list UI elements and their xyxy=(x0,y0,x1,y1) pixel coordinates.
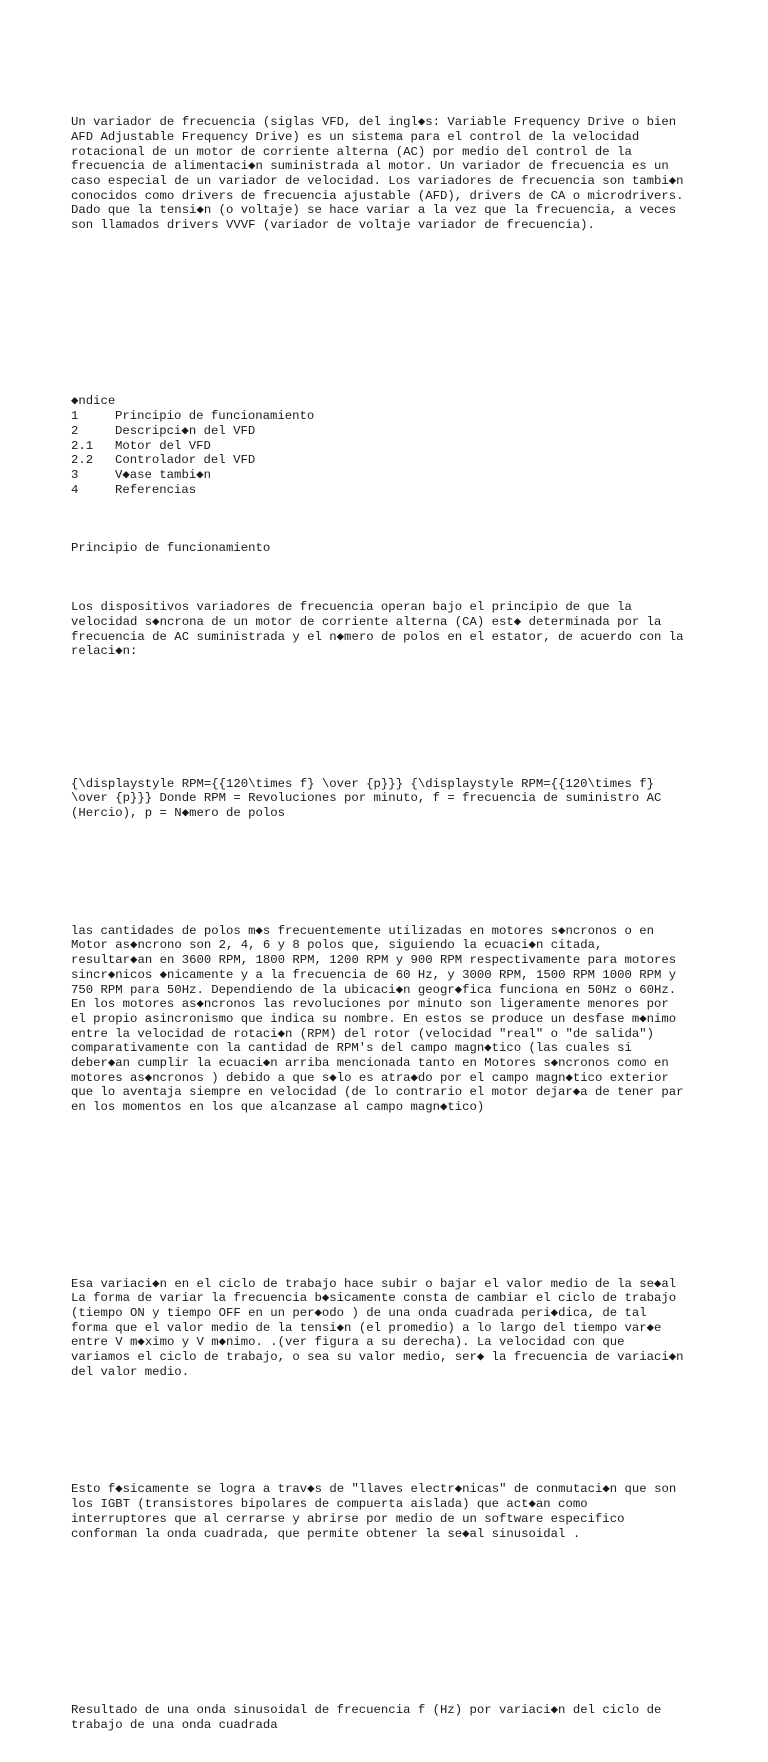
text-line: relaci◆n: xyxy=(71,644,138,659)
text-line: frecuencia de AC suministrada y el n◆mero de polos en el estator, de acuerdo con la xyxy=(71,629,684,644)
toc-item-label[interactable]: V◆ase tambi◆n xyxy=(115,467,211,482)
toc-item-number: 2 xyxy=(71,423,79,438)
text-line: caso especial de un variador de velocidad. Los variadores de frecuencia son tambi◆n xyxy=(71,173,684,188)
text-line: resultar◆an en 3600 RPM, 1800 RPM, 1200 RPM y 900 RPM respectivamente para motores xyxy=(71,953,677,968)
result-caption xyxy=(71,1703,711,1732)
toc-item-number: 1 xyxy=(71,409,79,424)
toc-item-label[interactable]: Descripci◆n del VFD xyxy=(115,423,256,438)
text-line: Esto f◆sicamente se logra a trav◆s de "llaves electr◆nicas" de conmutaci◆n que son xyxy=(71,1482,677,1497)
toc-item-label[interactable]: Motor del VFD xyxy=(115,438,211,453)
toc-item-number: 3 xyxy=(71,467,79,482)
text-line: rotacional de un motor de corriente alterna (AC) por medio del control de la xyxy=(71,144,632,159)
formula-paragraph xyxy=(71,777,711,821)
text-line: entre V m◆ximo y V m◆nimo. .(ver figura a su derecha). La velocidad con que xyxy=(71,1335,625,1350)
text-line: que lo aventaja siempre en velocidad (de lo contrario el motor dejar◆a de tener par xyxy=(71,1085,684,1100)
toc-item-label[interactable]: Controlador del VFD xyxy=(115,453,256,468)
toc-item-number: 2.2 xyxy=(71,453,94,468)
toc-item[interactable] xyxy=(71,409,711,424)
text-line: frecuencia de alimentaci◆n suministrada al motor. Un variador de frecuencia es un xyxy=(71,159,669,174)
text-line: interruptores que al cerrarse y abrirse por medio de un software especifico xyxy=(71,1511,625,1526)
toc-item-label[interactable]: Referencias xyxy=(115,482,197,497)
text-line: (tiempo ON y tiempo OFF en un per◆odo ) de una onda cuadrada peri◆dica, de tal xyxy=(71,1305,647,1320)
toc-item-label[interactable]: Principio de funcionamiento xyxy=(115,409,315,424)
text-line: conforman la onda cuadrada, que permite obtener la se◆al sinusoidal . xyxy=(71,1526,581,1541)
text-line: velocidad s◆ncrona de un motor de corriente alterna (CA) est◆ determinada por la xyxy=(71,614,662,629)
toc-item[interactable] xyxy=(71,483,711,498)
text-line: Esa variaci◆n en el ciclo de trabajo hace subir o bajar el valor medio de la se◆al xyxy=(71,1276,677,1291)
text-line: En los motores as◆ncronos las revoluciones por minuto son ligeramente menores por xyxy=(71,997,669,1012)
text-line: (Hercio), p = N◆mero de polos xyxy=(71,806,286,821)
text-line: AFD Adjustable Frequency Drive) es un sistema para el control de la velocidad xyxy=(71,129,640,144)
text-line: variamos el ciclo de trabajo, o sea su valor medio, ser◆ la frecuencia de variaci◆n xyxy=(71,1350,684,1365)
text-line: los IGBT (transistores bipolares de compuerta aislada) que act◆an como xyxy=(71,1497,588,1512)
toc-title: ◆ndice xyxy=(71,394,116,409)
toc-item[interactable] xyxy=(71,424,711,439)
text-line: el propio asincronismo que indica su nombre. En estos se produce un desfase m◆nimo xyxy=(71,1011,677,1026)
toc-item[interactable] xyxy=(71,453,711,468)
section-heading: Principio de funcionamiento xyxy=(71,541,271,556)
text-line: en los momentos en los que alcanzase al campo magn◆tico) xyxy=(71,1100,485,1115)
poles-paragraph xyxy=(71,924,711,1115)
principle-paragraph xyxy=(71,600,711,659)
text-line: Los dispositivos variadores de frecuencia operan bajo el principio de que la xyxy=(71,600,632,615)
intro-paragraph xyxy=(71,115,711,233)
igbt-paragraph xyxy=(71,1482,711,1541)
text-line: 750 RPM para 50Hz. Dependiendo de la ubicaci◆n geogr◆fica funciona en 50Hz o 60Hz. xyxy=(71,982,677,997)
document-page xyxy=(71,71,711,1762)
toc-item-number: 4 xyxy=(71,482,79,497)
text-line: trabajo de una onda cuadrada xyxy=(71,1717,278,1732)
text-line: {\displaystyle RPM={{120\times f} \over {p}}} {\displaystyle RPM={{120\times f} xyxy=(71,776,654,791)
text-line: \over {p}}} Donde RPM = Revoluciones por minuto, f = frecuencia de suministro AC xyxy=(71,791,662,806)
text-line: forma que el valor medio de la tensi◆n (el promedio) a lo largo del tiempo var◆e xyxy=(71,1320,662,1335)
text-line: las cantidades de polos m◆s frecuentemente utilizadas en motores s◆ncronos o en xyxy=(71,923,655,938)
text-line: deber◆an cumplir la ecuaci◆n arriba mencionada tanto en Motores s◆ncronos como en xyxy=(71,1056,669,1071)
text-line: Motor as◆ncrono son 2, 4, 6 y 8 polos que, siguiendo la ecuaci◆n citada, xyxy=(71,938,603,953)
duty-cycle-paragraph xyxy=(71,1277,711,1380)
text-line: La forma de variar la frecuencia b◆sicamente consta de cambiar el ciclo de trabajo xyxy=(71,1291,677,1306)
text-line: Un variador de frecuencia (siglas VFD, del ingl◆s: Variable Frequency Drive o bien xyxy=(71,115,677,130)
text-line: comparativamente con la cantidad de RPM's del campo magn◆tico (las cuales si xyxy=(71,1041,632,1056)
text-line: Resultado de una onda sinusoidal de frecuencia f (Hz) por variaci◆n del ciclo de xyxy=(71,1702,662,1717)
text-line: conocidos como drivers de frecuencia ajustable (AFD), drivers de CA o microdrivers. xyxy=(71,188,684,203)
toc-item[interactable] xyxy=(71,439,711,454)
table-of-contents xyxy=(71,394,711,497)
toc-item-number: 2.1 xyxy=(71,438,94,453)
text-line: del valor medio. xyxy=(71,1364,190,1379)
toc-item[interactable] xyxy=(71,468,711,483)
text-line: entre la velocidad de rotaci◆n (RPM) del rotor (velocidad "real" o "de salida") xyxy=(71,1026,654,1041)
text-line: Dado que la tensi◆n (o voltaje) se hace variar a la vez que la frecuencia, a veces xyxy=(71,203,677,218)
text-line: motores as◆ncronos ) debido a que s◆lo es atra◆do por el campo magn◆tico exterior xyxy=(71,1070,669,1085)
text-line: sincr◆nicos ◆nicamente y a la frecuencia de 60 Hz, y 3000 RPM, 1500 RPM 1000 RPM y xyxy=(71,967,677,982)
text-line: son llamados drivers VVVF (variador de voltaje variador de frecuencia). xyxy=(71,218,595,233)
